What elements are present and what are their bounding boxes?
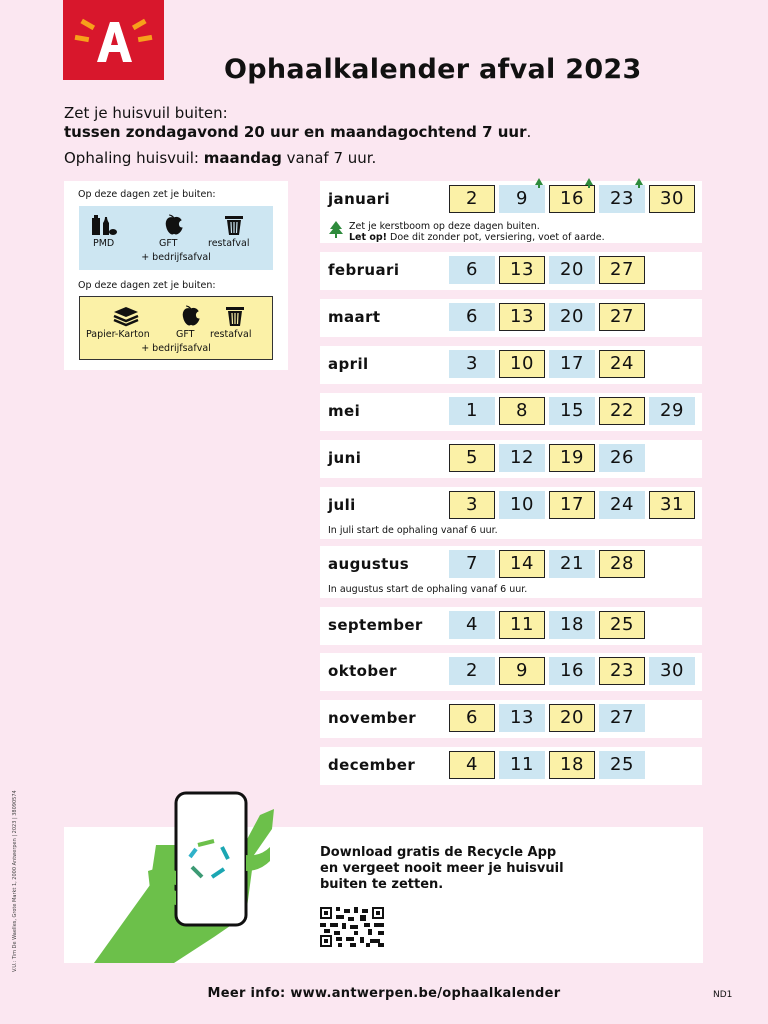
collection-day-yellow: 24: [599, 350, 645, 378]
hand-phone-icon: [64, 785, 284, 963]
restafval-bin-icon: [224, 305, 246, 330]
collection-day-blue: 12: [499, 444, 545, 472]
intro-line3: [64, 149, 531, 168]
collection-day-yellow: 30: [649, 185, 695, 213]
collection-day-yellow: 2: [449, 185, 495, 213]
month-name: april: [328, 355, 369, 373]
legend-yellow-box: [79, 296, 273, 360]
intro-line2: [64, 123, 531, 142]
tree-note-warning: Let op!: [349, 232, 388, 243]
month-row-januari: [320, 181, 702, 243]
legend-blue-box: [79, 206, 273, 270]
collection-day-blue: 11: [499, 751, 545, 779]
intro-line3-c: vanaf 7 uur.: [281, 149, 377, 167]
collection-day-yellow: 11: [499, 611, 545, 639]
legend-blue-label-gft: GFT: [159, 238, 178, 249]
collection-day-blue: 3: [449, 350, 495, 378]
collection-day-yellow: 5: [449, 444, 495, 472]
legend-blue-label-pmd: PMD: [93, 238, 115, 249]
month-name: januari: [328, 190, 391, 208]
collection-day-blue: 18: [549, 611, 595, 639]
collection-day-blue: 13: [499, 704, 545, 732]
collection-day-blue: 2: [449, 657, 495, 685]
month-name: juni: [328, 449, 362, 467]
tree-note-line2: [349, 232, 605, 243]
month-name: juli: [328, 496, 356, 514]
app-line1: Download gratis de Recycle App: [320, 845, 557, 860]
christmas-tree-icon: [634, 178, 644, 188]
christmas-tree-icon: [584, 178, 594, 188]
collection-day-yellow: 13: [499, 303, 545, 331]
month-name: oktober: [328, 662, 397, 680]
collection-day-blue: 6: [449, 303, 495, 331]
collection-day-yellow: 23: [599, 657, 645, 685]
document-code: ND1: [713, 990, 733, 1000]
app-promo-text: [320, 845, 564, 893]
intro-line1: Zet je huisvuil buiten:: [64, 104, 228, 122]
month-row-juli: [320, 487, 702, 539]
intro-line3-b: maandag: [203, 149, 282, 167]
page-title: Ophaalkalender afval 2023: [224, 54, 642, 85]
antwerp-logo: [63, 0, 164, 80]
collection-day-blue: 20: [549, 256, 595, 284]
legend-blue-extra: + bedrijfsafval: [141, 252, 211, 263]
collection-day-blue: 1: [449, 397, 495, 425]
antwerp-a-icon: [63, 0, 164, 80]
month-row-december: [320, 747, 702, 785]
collection-day-blue: 23: [599, 185, 645, 213]
month-name: februari: [328, 261, 400, 279]
collection-day-blue: 20: [549, 303, 595, 331]
recycle-app-panel: [64, 827, 703, 963]
tree-note-line1: Zet je kerstboom op deze dagen buiten.: [349, 221, 540, 232]
month-row-november: [320, 700, 702, 738]
tree-note-rest: Doe dit zonder pot, versiering, voet of aarde.: [387, 232, 605, 243]
collection-day-yellow: 28: [599, 550, 645, 578]
collection-day-yellow: 6: [449, 704, 495, 732]
collection-day-blue: 7: [449, 550, 495, 578]
month-name: mei: [328, 402, 361, 420]
month-row-augustus: [320, 546, 702, 598]
legend-blue-label-restafval: restafval: [208, 238, 250, 249]
collection-day-yellow: 9: [499, 657, 545, 685]
gft-apple-icon: [180, 305, 202, 330]
month-row-mei: [320, 393, 702, 431]
collection-day-yellow: 14: [499, 550, 545, 578]
legend-yellow-extra: + bedrijfsafval: [141, 343, 211, 354]
month-row-oktober: [320, 653, 702, 691]
collection-day-yellow: 4: [449, 751, 495, 779]
christmas-tree-icon: [534, 178, 544, 188]
pmd-icon: [91, 214, 117, 239]
intro-line2-bold: tussen zondagavond 20 uur en maandagochtend 7 uur: [64, 123, 527, 141]
intro-text: [64, 104, 531, 168]
papier-karton-icon: [112, 305, 140, 330]
month-note: In juli start de ophaling vanaf 6 uur.: [328, 525, 498, 536]
collection-day-yellow: 27: [599, 256, 645, 284]
collection-day-blue: 29: [649, 397, 695, 425]
legend-title-1: Op deze dagen zet je buiten:: [78, 189, 216, 200]
collection-day-yellow: 8: [499, 397, 545, 425]
app-line2: en vergeet nooit meer je huisvuil: [320, 861, 564, 876]
collection-day-yellow: 3: [449, 491, 495, 519]
collection-day-blue: 16: [549, 657, 595, 685]
collection-day-yellow: 22: [599, 397, 645, 425]
collection-day-blue: 15: [549, 397, 595, 425]
month-note: In augustus start de ophaling vanaf 6 uur.: [328, 584, 528, 595]
month-name: november: [328, 709, 417, 727]
collection-day-yellow: 31: [649, 491, 695, 519]
collection-day-blue: 4: [449, 611, 495, 639]
collection-day-yellow: 17: [549, 491, 595, 519]
collection-day-yellow: 20: [549, 704, 595, 732]
qr-code-icon[interactable]: [320, 907, 384, 947]
collection-day-blue: 6: [449, 256, 495, 284]
month-row-september: [320, 607, 702, 645]
publisher-note: V.U.: Tim De Waelles, Grote Markt 1, 2000 Antwerpen | 2023 | 38090574: [12, 790, 18, 972]
legend-yellow-label-papier: Papier-Karton: [86, 329, 150, 340]
intro-line3-a: Ophaling huisvuil:: [64, 149, 204, 167]
legend-yellow-label-restafval: restafval: [210, 329, 252, 340]
month-row-april: [320, 346, 702, 384]
restafval-bin-icon: [223, 214, 245, 239]
collection-day-yellow: 16: [549, 185, 595, 213]
collection-day-blue: 30: [649, 657, 695, 685]
collection-day-yellow: 18: [549, 751, 595, 779]
collection-day-blue: 17: [549, 350, 595, 378]
collection-day-blue: 24: [599, 491, 645, 519]
collection-day-blue: 10: [499, 491, 545, 519]
collection-day-yellow: 13: [499, 256, 545, 284]
month-row-maart: [320, 299, 702, 337]
collection-day-yellow: 27: [599, 303, 645, 331]
collection-day-blue: 9: [499, 185, 545, 213]
collection-day-blue: 26: [599, 444, 645, 472]
month-name: december: [328, 756, 416, 774]
month-row-februari: [320, 252, 702, 290]
month-name: augustus: [328, 555, 410, 573]
collection-day-yellow: 10: [499, 350, 545, 378]
footer-more-info[interactable]: Meer info: www.antwerpen.be/ophaalkalender: [207, 986, 561, 1001]
app-line3: buiten te zetten.: [320, 877, 444, 892]
collection-day-blue: 21: [549, 550, 595, 578]
collection-day-blue: 27: [599, 704, 645, 732]
gft-apple-icon: [163, 214, 185, 239]
christmas-tree-icon: [329, 221, 343, 239]
legend-panel: [64, 181, 288, 370]
intro-line2-end: .: [526, 123, 532, 141]
month-name: maart: [328, 308, 381, 326]
legend-title-2: Op deze dagen zet je buiten:: [78, 280, 216, 291]
legend-yellow-label-gft: GFT: [176, 329, 195, 340]
month-name: september: [328, 616, 423, 634]
collection-day-yellow: 25: [599, 611, 645, 639]
christmas-tree-note: [332, 221, 605, 243]
collection-day-yellow: 19: [549, 444, 595, 472]
month-row-juni: [320, 440, 702, 478]
collection-day-blue: 25: [599, 751, 645, 779]
